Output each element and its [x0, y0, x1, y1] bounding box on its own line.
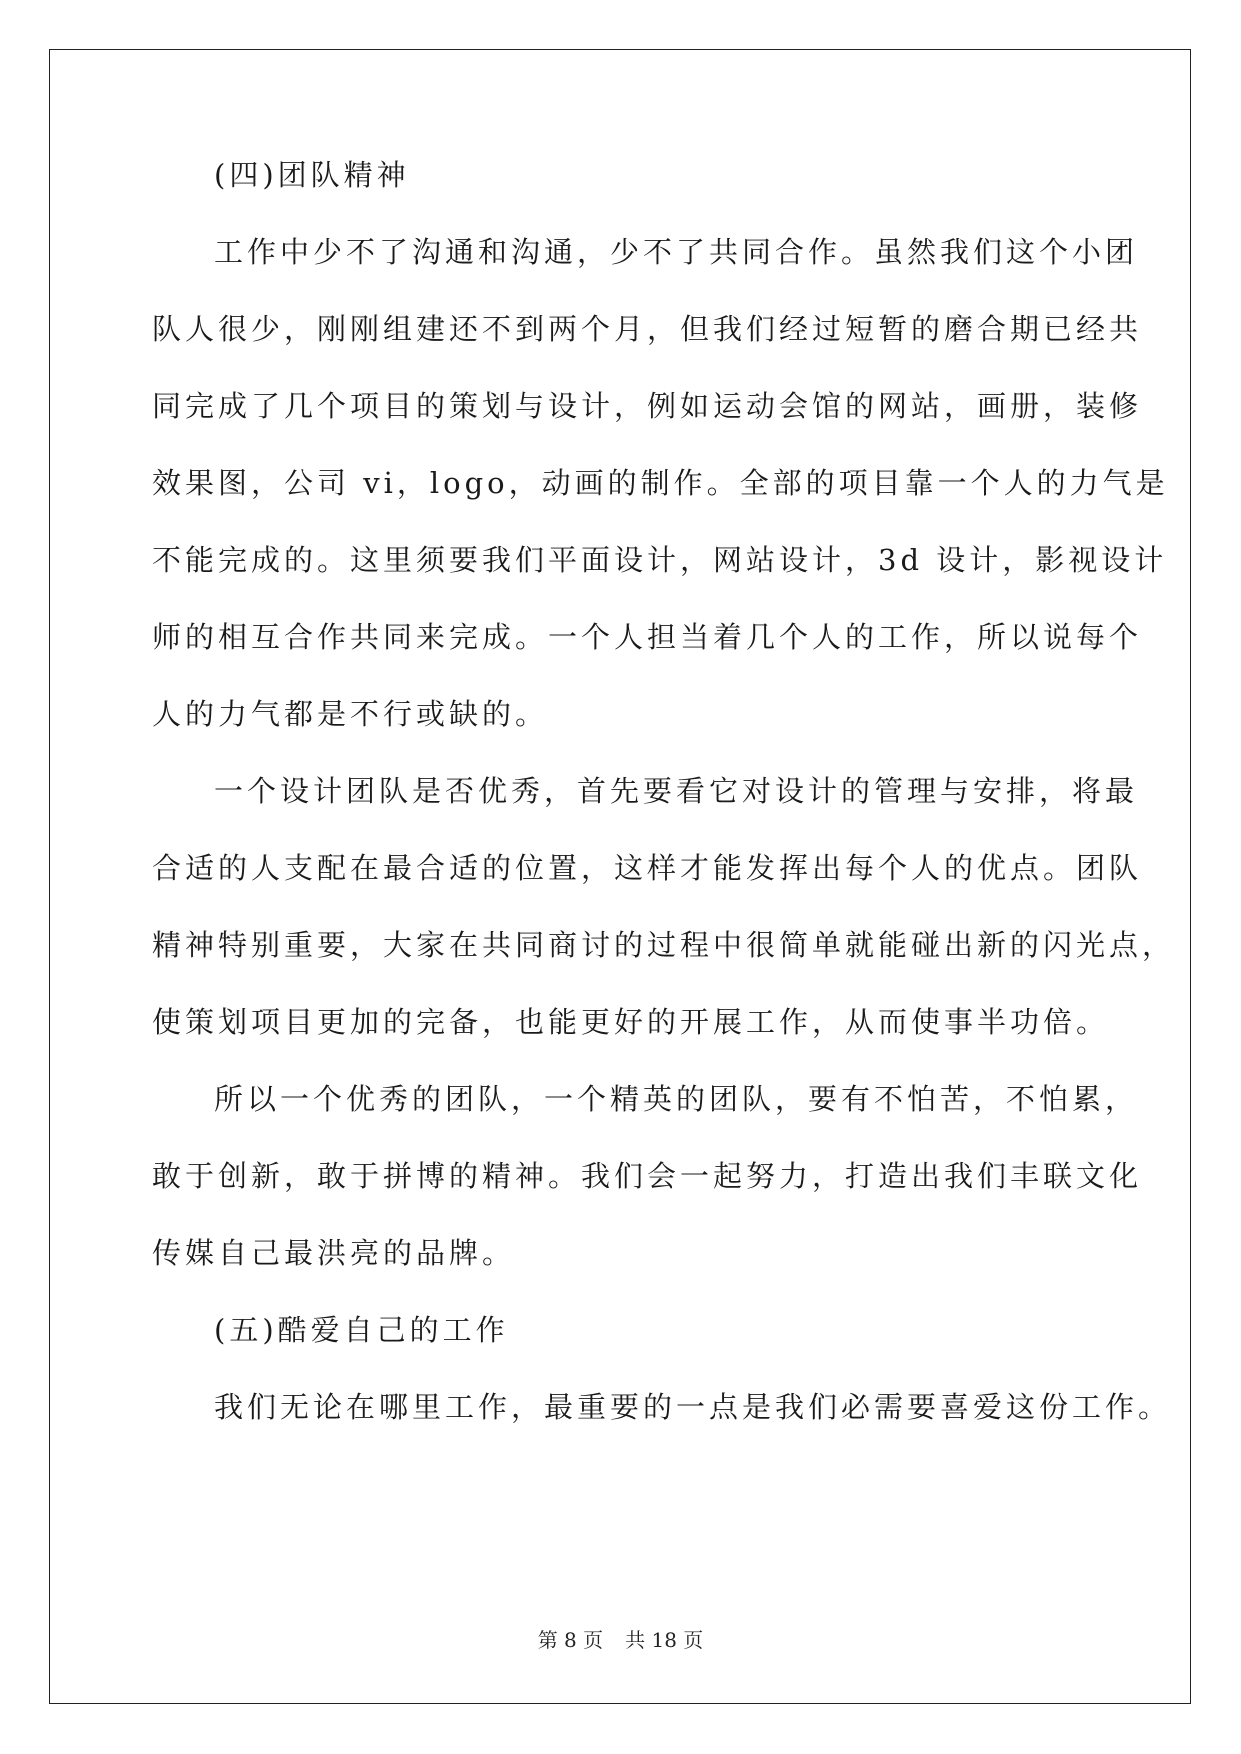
paragraph-line: 所以一个优秀的团队，一个精英的团队，要有不怕苦，不怕累，	[214, 1082, 1139, 1116]
page-total: 共 18 页	[625, 1628, 704, 1652]
paragraph-line: 传媒自己最洪亮的品牌。	[152, 1236, 516, 1270]
paragraph-line: 精神特别重要，大家在共同商讨的过程中很简单就能碰出新的闪光点，	[152, 928, 1176, 962]
paragraph-line: 合适的人支配在最合适的位置，这样才能发挥出每个人的优点。团队	[152, 851, 1143, 885]
page-number: 第 8 页	[537, 1628, 604, 1652]
paragraph-line: 效果图，公司 vi，logo，动画的制作。全部的项目靠一个人的力气是	[152, 466, 1169, 500]
paragraph-line: 师的相互合作共同来完成。一个人担当着几个人的工作，所以说每个	[152, 620, 1143, 654]
paragraph-line: 一个设计团队是否优秀，首先要看它对设计的管理与安排，将最	[214, 774, 1139, 808]
section-heading-love-work: (五)酷爱自己的工作	[214, 1313, 509, 1347]
paragraph-line: 队人很少，刚刚组建还不到两个月，但我们经过短暂的磨合期已经共	[152, 312, 1143, 346]
paragraph-line: 使策划项目更加的完备，也能更好的开展工作，从而使事半功倍。	[152, 1005, 1110, 1039]
section-heading-team-spirit: (四)团队精神	[214, 158, 410, 192]
paragraph-line: 敢于创新，敢于拼博的精神。我们会一起努力，打造出我们丰联文化	[152, 1159, 1143, 1193]
page-footer	[0, 1626, 1241, 1654]
paragraph-line: 同完成了几个项目的策划与设计，例如运动会馆的网站，画册，装修	[152, 389, 1143, 423]
paragraph-line: 工作中少不了沟通和沟通，少不了共同合作。虽然我们这个小团	[214, 235, 1139, 269]
paragraph-line: 不能完成的。这里须要我们平面设计，网站设计，3d 设计，影视设计	[152, 543, 1168, 577]
paragraph-line: 人的力气都是不行或缺的。	[152, 697, 549, 731]
paragraph-line: 我们无论在哪里工作，最重要的一点是我们必需要喜爱这份工作。	[214, 1390, 1172, 1424]
